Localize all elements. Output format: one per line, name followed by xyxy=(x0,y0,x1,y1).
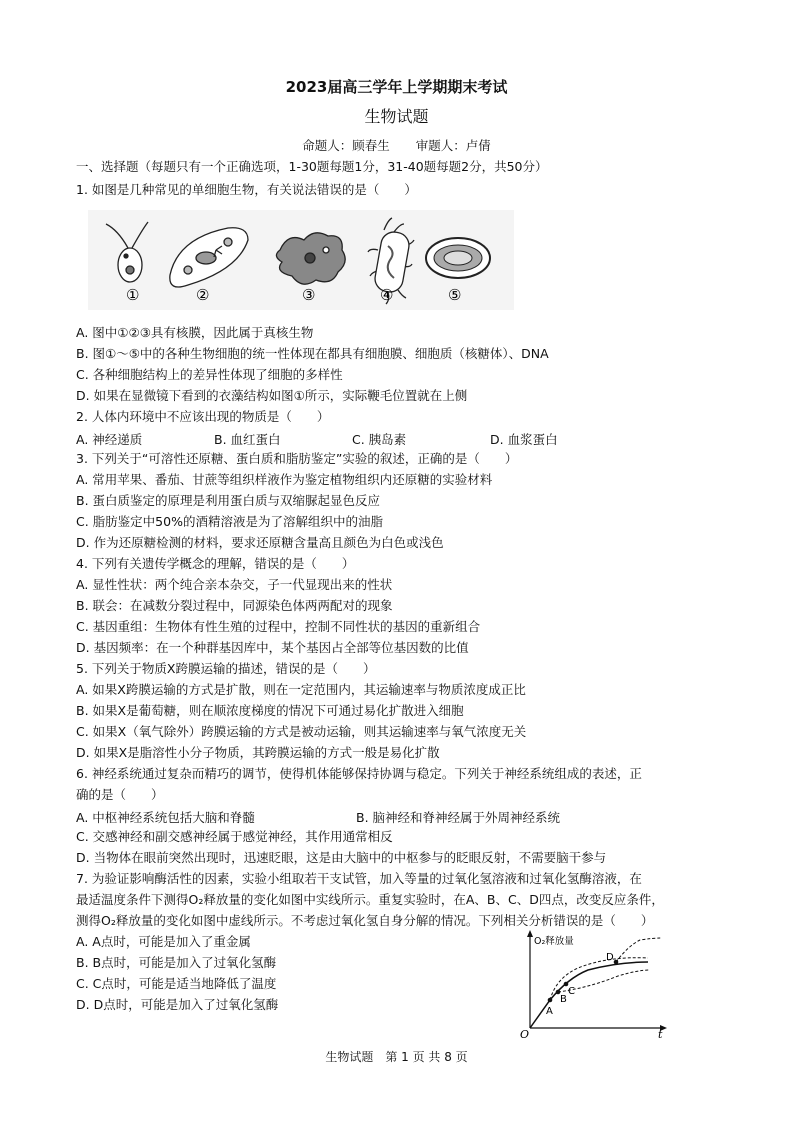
reviewer: 审题人：卢倩 xyxy=(415,138,491,153)
chlamydomonas-drawing xyxy=(106,222,148,282)
q3-option-b: B. 蛋白质鉴定的原理是利用蛋白质与双缩脲起显色反应 xyxy=(76,493,381,508)
q6-option-d: D. 当物体在眼前突然出现时，迅速眨眼，这是由大脑中的中枢参与的眨眼反射，不需要脑干参与 xyxy=(76,850,607,865)
solid-curve xyxy=(530,962,648,1028)
q6-stem-line1: 6. 神经系统通过复杂而精巧的调节，使得机体能够保持协调与稳定。下列关于神经系统组成的表述，正 xyxy=(76,766,642,781)
subject-title: 生物试题 xyxy=(364,107,429,126)
point-d-label: D xyxy=(606,952,614,963)
q5-option-b: B. 如果X是葡萄糖，则在顺浓度梯度的情况下可通过易化扩散进入细胞 xyxy=(76,703,464,718)
q2-option-a: A. 神经递质 xyxy=(76,432,143,447)
q4-stem: 4. 下列有关遗传学概念的理解，错误的是（ ） xyxy=(76,556,355,571)
point-c-label: C xyxy=(568,986,575,997)
q5-option-a: A. 如果X跨膜运输的方式是扩散，则在一定范围内，其运输速率与物质浓度成正比 xyxy=(76,682,526,697)
q4-option-d: D. 基因频率：在一个种群基因库中，某个基因占全部等位基因数的比值 xyxy=(76,640,469,655)
section-heading: 一、选择题（每题只有一个正确选项，1-30题每题1分，31-40题每题2分，共50分） xyxy=(76,159,548,174)
q6-option-a: A. 中枢神经系统包括大脑和脊髓 xyxy=(76,810,255,825)
y-axis-arrow xyxy=(527,930,533,937)
o2-graph-svg xyxy=(508,928,668,1040)
author: 命题人：顾春生 xyxy=(302,138,390,153)
figure-label-5: ⑤ xyxy=(448,286,462,304)
organisms-figure xyxy=(88,210,514,310)
amoeba-drawing xyxy=(276,233,345,284)
page-footer: 生物试题 第 1 页 共 8 页 xyxy=(325,1050,468,1064)
q2-option-d: D. 血浆蛋白 xyxy=(490,432,558,447)
point-b-label: B xyxy=(560,994,567,1005)
q4-option-b: B. 联会：在减数分裂过程中，同源染色体两两配对的现象 xyxy=(76,598,393,613)
q5-stem: 5. 下列关于物质X跨膜运输的描述，错误的是（ ） xyxy=(76,661,376,676)
q4-option-a: A. 显性性状：两个纯合亲本杂交，子一代显现出来的性状 xyxy=(76,577,393,592)
o2-release-graph xyxy=(508,928,668,1040)
organisms-illustration xyxy=(88,210,514,310)
figure-label-2: ② xyxy=(196,286,210,304)
point-a xyxy=(548,998,553,1003)
figure-label-3: ③ xyxy=(302,286,316,304)
q5-option-c: C. 如果X（氧气除外）跨膜运输的方式是被动运输，则其运输速率与氧气浓度无关 xyxy=(76,724,527,739)
q5-option-d: D. 如果X是脂溶性小分子物质，其跨膜运输的方式一般是易化扩散 xyxy=(76,745,440,760)
q6-option-b: B. 脑神经和脊神经属于外周神经系统 xyxy=(356,810,561,825)
q1-option-c: C. 各种细胞结构上的差异性体现了细胞的多样性 xyxy=(76,367,343,382)
exam-title: 2023届高三学年上学期期末考试 xyxy=(285,78,508,96)
round-cell-drawing xyxy=(426,238,490,278)
q3-option-d: D. 作为还原糖检测的材料，要求还原糖含量高且颜色为白色或浅色 xyxy=(76,535,444,550)
q1-stem: 1. 如图是几种常见的单细胞生物，有关说法错误的是（ ） xyxy=(76,182,417,197)
point-a-label: A xyxy=(546,1006,553,1017)
q1-option-d: D. 如果在显微镜下看到的衣藻结构如图①所示，实际鞭毛位置就在上侧 xyxy=(76,388,468,403)
q3-option-a: A. 常用苹果、番茄、甘蔗等组织样液作为鉴定植物组织内还原糖的实验材料 xyxy=(76,472,493,487)
x-axis-label: t xyxy=(658,1028,663,1040)
q3-stem: 3. 下列关于“可溶性还原糖、蛋白质和脂肪鉴定”实验的叙述，正确的是（ ） xyxy=(76,451,518,466)
q2-option-c: C. 胰岛素 xyxy=(352,432,407,447)
q6-option-c: C. 交感神经和副交感神经属于感觉神经，其作用通常相反 xyxy=(76,829,393,844)
q7-stem-line3: 测得O₂释放量的变化如图中虚线所示。不考虑过氧化氢自身分解的情况。下列相关分析错误的是（ ） xyxy=(76,913,654,928)
figure-label-1: ① xyxy=(126,286,140,304)
point-d xyxy=(614,960,619,965)
author-line xyxy=(0,136,793,154)
q3-option-c: C. 脂肪鉴定中50%的酒精溶液是为了溶解组织中的油脂 xyxy=(76,514,383,529)
q1-option-a: A. 图中①②③具有核膜，因此属于真核生物 xyxy=(76,325,314,340)
q7-option-b: B. B点时，可能是加入了过氧化氢酶 xyxy=(76,955,277,970)
figure-label-4: ④ xyxy=(380,286,394,304)
q7-option-a: A. A点时，可能是加入了重金属 xyxy=(76,934,251,949)
q7-option-c: C. C点时，可能是适当地降低了温度 xyxy=(76,976,277,991)
q7-stem-line2: 最适温度条件下测得O₂释放量的变化如图中实线所示。重复实验时，在A、B、C、D四点，改变反应条件， xyxy=(76,892,664,907)
origin-label: O xyxy=(520,1028,530,1040)
paramecium-drawing xyxy=(170,228,248,287)
q2-stem: 2. 人体内环境中不应该出现的物质是（ ） xyxy=(76,409,330,424)
y-axis-label: O₂释放量 xyxy=(534,936,574,947)
q7-stem-line1: 7. 为验证影响酶活性的因素，实验小组取若干支试管，加入等量的过氧化氢溶液和过氧化氢酶溶液，在 xyxy=(76,871,642,886)
q6-stem-line2: 确的是（ ） xyxy=(76,787,164,802)
q2-option-b: B. 血红蛋白 xyxy=(214,432,281,447)
q7-option-d: D. D点时，可能是加入了过氧化氢酶 xyxy=(76,997,279,1012)
q1-option-b: B. 图①～⑤中的各种生物细胞的统一性体现在都具有细胞膜、细胞质（核糖体）、DNA xyxy=(76,346,549,361)
q4-option-c: C. 基因重组：生物体有性生殖的过程中，控制不同性状的基因的重新组合 xyxy=(76,619,481,634)
